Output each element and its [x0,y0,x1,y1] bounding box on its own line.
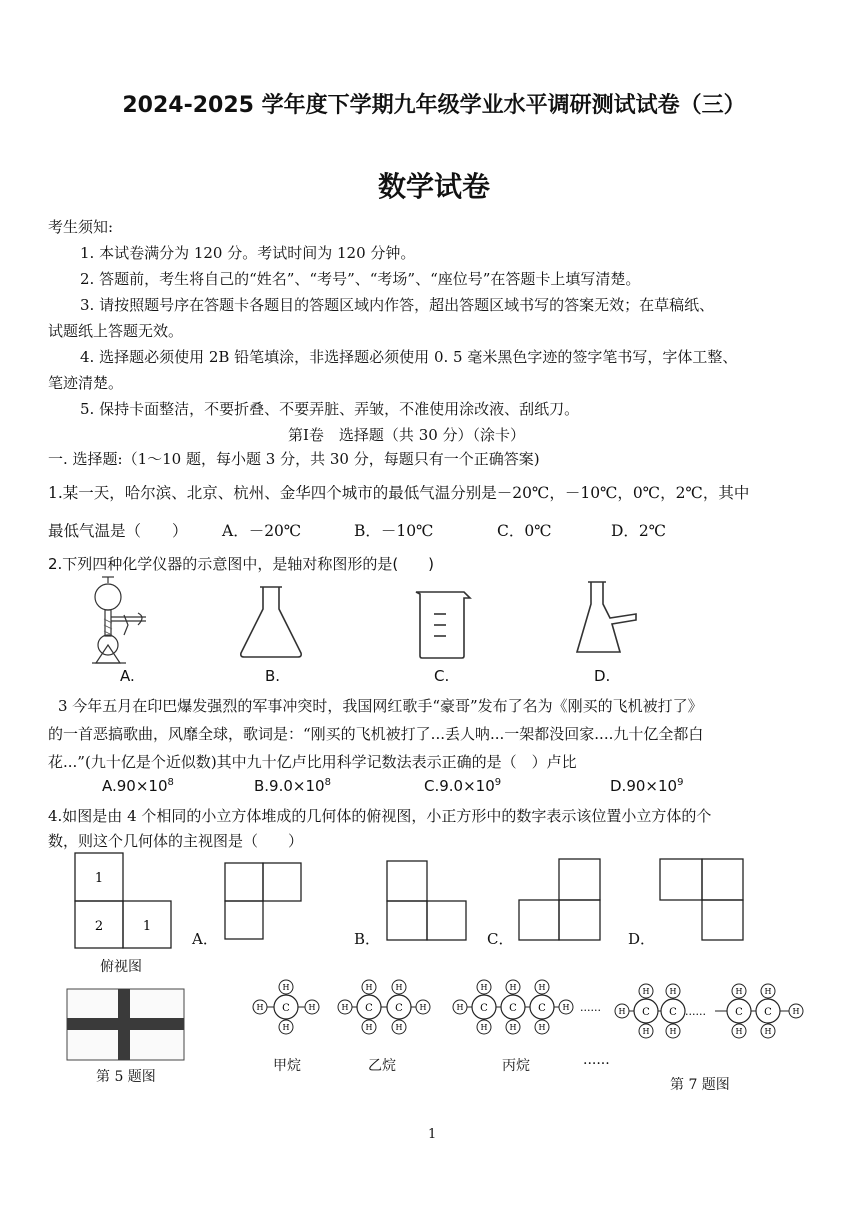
hydrogen-atom-label: H [669,1027,677,1036]
notice-item: 笔迹清楚。 [48,374,124,392]
hydrogen-atom-label: H [538,983,546,992]
top-view-number: 1 [142,919,152,934]
carbon-atom-label: C [282,1003,290,1014]
hydrogen-atom-label: H [735,987,743,996]
hydrogen-atom-label: H [509,983,517,992]
hydrogen-atom-label: H [395,1023,403,1032]
q1-option-c: C．0℃ [497,522,552,540]
q4-stem: 4.如图是由 4 个相同的小立方体堆成的几何体的俯视图，小正方形中的数字表示该位置小立方体的个 [48,807,712,825]
top-view-number: 1 [94,871,104,886]
notice-item: 试题纸上答题无效。 [48,322,184,340]
suction-flask-figure [574,580,642,656]
carbon-atom-label: C [538,1003,546,1014]
hydrogen-atom-label: H [395,983,403,992]
q2-label-b: B. [265,667,281,685]
q5-figure [66,988,186,1062]
notice-item: 5. 保持卡面整洁，不要折叠、不要弄脏、弄皱，不准使用涂改液、刮纸刀。 [80,400,580,418]
q4-label-b: B． [354,930,381,948]
hydrogen-atom-label: H [764,1027,772,1036]
hydrogen-atom-label: H [480,1023,488,1032]
molecule-label-methane: 甲烷 [273,1058,301,1074]
q1-option-a: A．－20℃ [222,522,302,540]
q1-option-b: B．－10℃ [354,522,434,540]
molecule-label-ellipsis: ...... [583,1052,610,1068]
q4-option-c-figure [518,858,602,942]
carbon-atom-label: C [480,1003,488,1014]
hydrogen-atom-label: H [509,1023,517,1032]
q3-stem-cont: 的一首恶搞歌曲，风靡全球，歌词是：“刚买的飞机被打了...丢人呐...一架都没回家....九十亿全都白 [48,725,704,743]
q5-caption: 第 5 题图 [96,1069,156,1085]
q4-option-a-figure [224,862,304,942]
q4-top-view [74,852,174,950]
q4-label-c: C． [487,930,514,948]
q4-option-b-figure [386,860,468,942]
carbon-atom-label: C [642,1007,650,1018]
q2-stem: 2.下列四种化学仪器的示意图中，是轴对称图形的是( ) [48,555,435,573]
hydrogen-atom-label: H [282,983,290,992]
beaker-figure [414,590,472,660]
top-view-caption: 俯视图 [100,959,142,975]
hydrogen-atom-label: H [792,1007,800,1016]
notice-item: 2. 答题前，考生将自己的“姓名”、“考号”、“考场”、“座位号”在答题卡上填写清楚。 [80,270,641,288]
hydrogen-atom-label: H [538,1023,546,1032]
hydrogen-atom-label: H [365,983,373,992]
carbon-atom-label: C [395,1003,403,1014]
q1-stem: 1.某一天，哈尔滨、北京、杭州、金华四个城市的最低气温分别是－20℃，－10℃，0℃，2℃，其中 [48,484,750,502]
q4-label-a: A． [192,930,218,948]
hydrogen-atom-label: H [562,1003,570,1012]
q3-option-d: $D.90\times 10^9$ [610,777,684,795]
hydrogen-atom-label: H [480,983,488,992]
hydrogen-atom-label: H [308,1003,316,1012]
notice-item: 3. 请按照题号序在答题卡各题目的答题区域内作答，超出答题区域书写的答案无效；在草稿纸、 [80,296,715,314]
hydrogen-atom-label: H [256,1003,264,1012]
hydrogen-atom-label: H [642,1027,650,1036]
molecule-label-ethane: 乙烷 [368,1058,396,1074]
section-title: 第Ⅰ卷 选择题（共 30 分）（涂卡） [288,426,526,444]
chain-ellipsis: ...... [685,1005,706,1018]
notice-item: 1. 本试卷满分为 120 分。考试时间为 120 分钟。 [80,244,416,262]
hydrogen-atom-label: H [341,1003,349,1012]
chain-ellipsis: ...... [580,1001,601,1014]
carbon-atom-label: C [509,1003,517,1014]
q1-option-d: D．2℃ [611,522,667,540]
hydrogen-atom-label: H [669,987,677,996]
hydrogen-atom-label: H [456,1003,464,1012]
q2-label-a: A. [120,667,135,685]
top-view-number: 2 [94,919,104,934]
hydrogen-atom-label: H [365,1023,373,1032]
q7-caption: 第 7 题图 [670,1077,730,1093]
q4-label-d: D． [628,930,656,948]
q3-stem-cont: 花...”(九十亿是个近似数)其中九十亿卢比用科学记数法表示正确的是（ ）卢比 [48,753,577,771]
conical-flask-figure [238,585,304,659]
exam-subtitle: 数学试卷 [377,170,490,203]
carbon-atom-label: C [735,1007,743,1018]
exam-title: 2024-2025 学年度下学期九年级学业水平调研测试试卷（三） [122,93,746,118]
hydrogen-atom-label: H [764,987,772,996]
q3-option-a: $A.90\times 10^8$ [102,777,174,795]
carbon-atom-label: C [669,1007,677,1018]
hydrogen-atom-label: H [735,1027,743,1036]
hydrogen-atom-label: H [618,1007,626,1016]
q1-stem-cont: 最低气温是（ ） [48,522,188,540]
distillation-flask-figure [78,575,170,667]
q3-option-c: $C.9.0\times 10^9$ [424,777,502,795]
q3-option-b: $B.9.0\times 10^8$ [254,777,331,795]
q4-stem-cont: 数，则这个几何体的主视图是（ ） [48,832,304,850]
notice-heading: 考生须知: [48,218,114,236]
q2-label-d: D. [594,667,611,685]
q4-option-d-figure [659,858,745,942]
section-instruction: 一. 选择题:（1～10 题，每小题 3 分，共 30 分，每题只有一个正确答案) [48,450,540,468]
carbon-atom-label: C [365,1003,373,1014]
hydrogen-atom-label: H [419,1003,427,1012]
hydrogen-atom-label: H [282,1023,290,1032]
hydrogen-atom-label: H [642,987,650,996]
q3-stem: 3 今年五月在印巴爆发强烈的军事冲突时，我国网红歌手“豪哥”发布了名为《刚买的飞机被打了》 [58,697,703,715]
molecule-label-propane: 丙烷 [502,1058,530,1074]
q2-label-c: C. [434,667,450,685]
page-number: 1 [428,1127,437,1142]
notice-item: 4. 选择题必须使用 2B 铅笔填涂，非选择题必须使用 0. 5 毫米黑色字迹的签字笔书写，字体工整、 [80,348,738,366]
carbon-atom-label: C [764,1007,772,1018]
